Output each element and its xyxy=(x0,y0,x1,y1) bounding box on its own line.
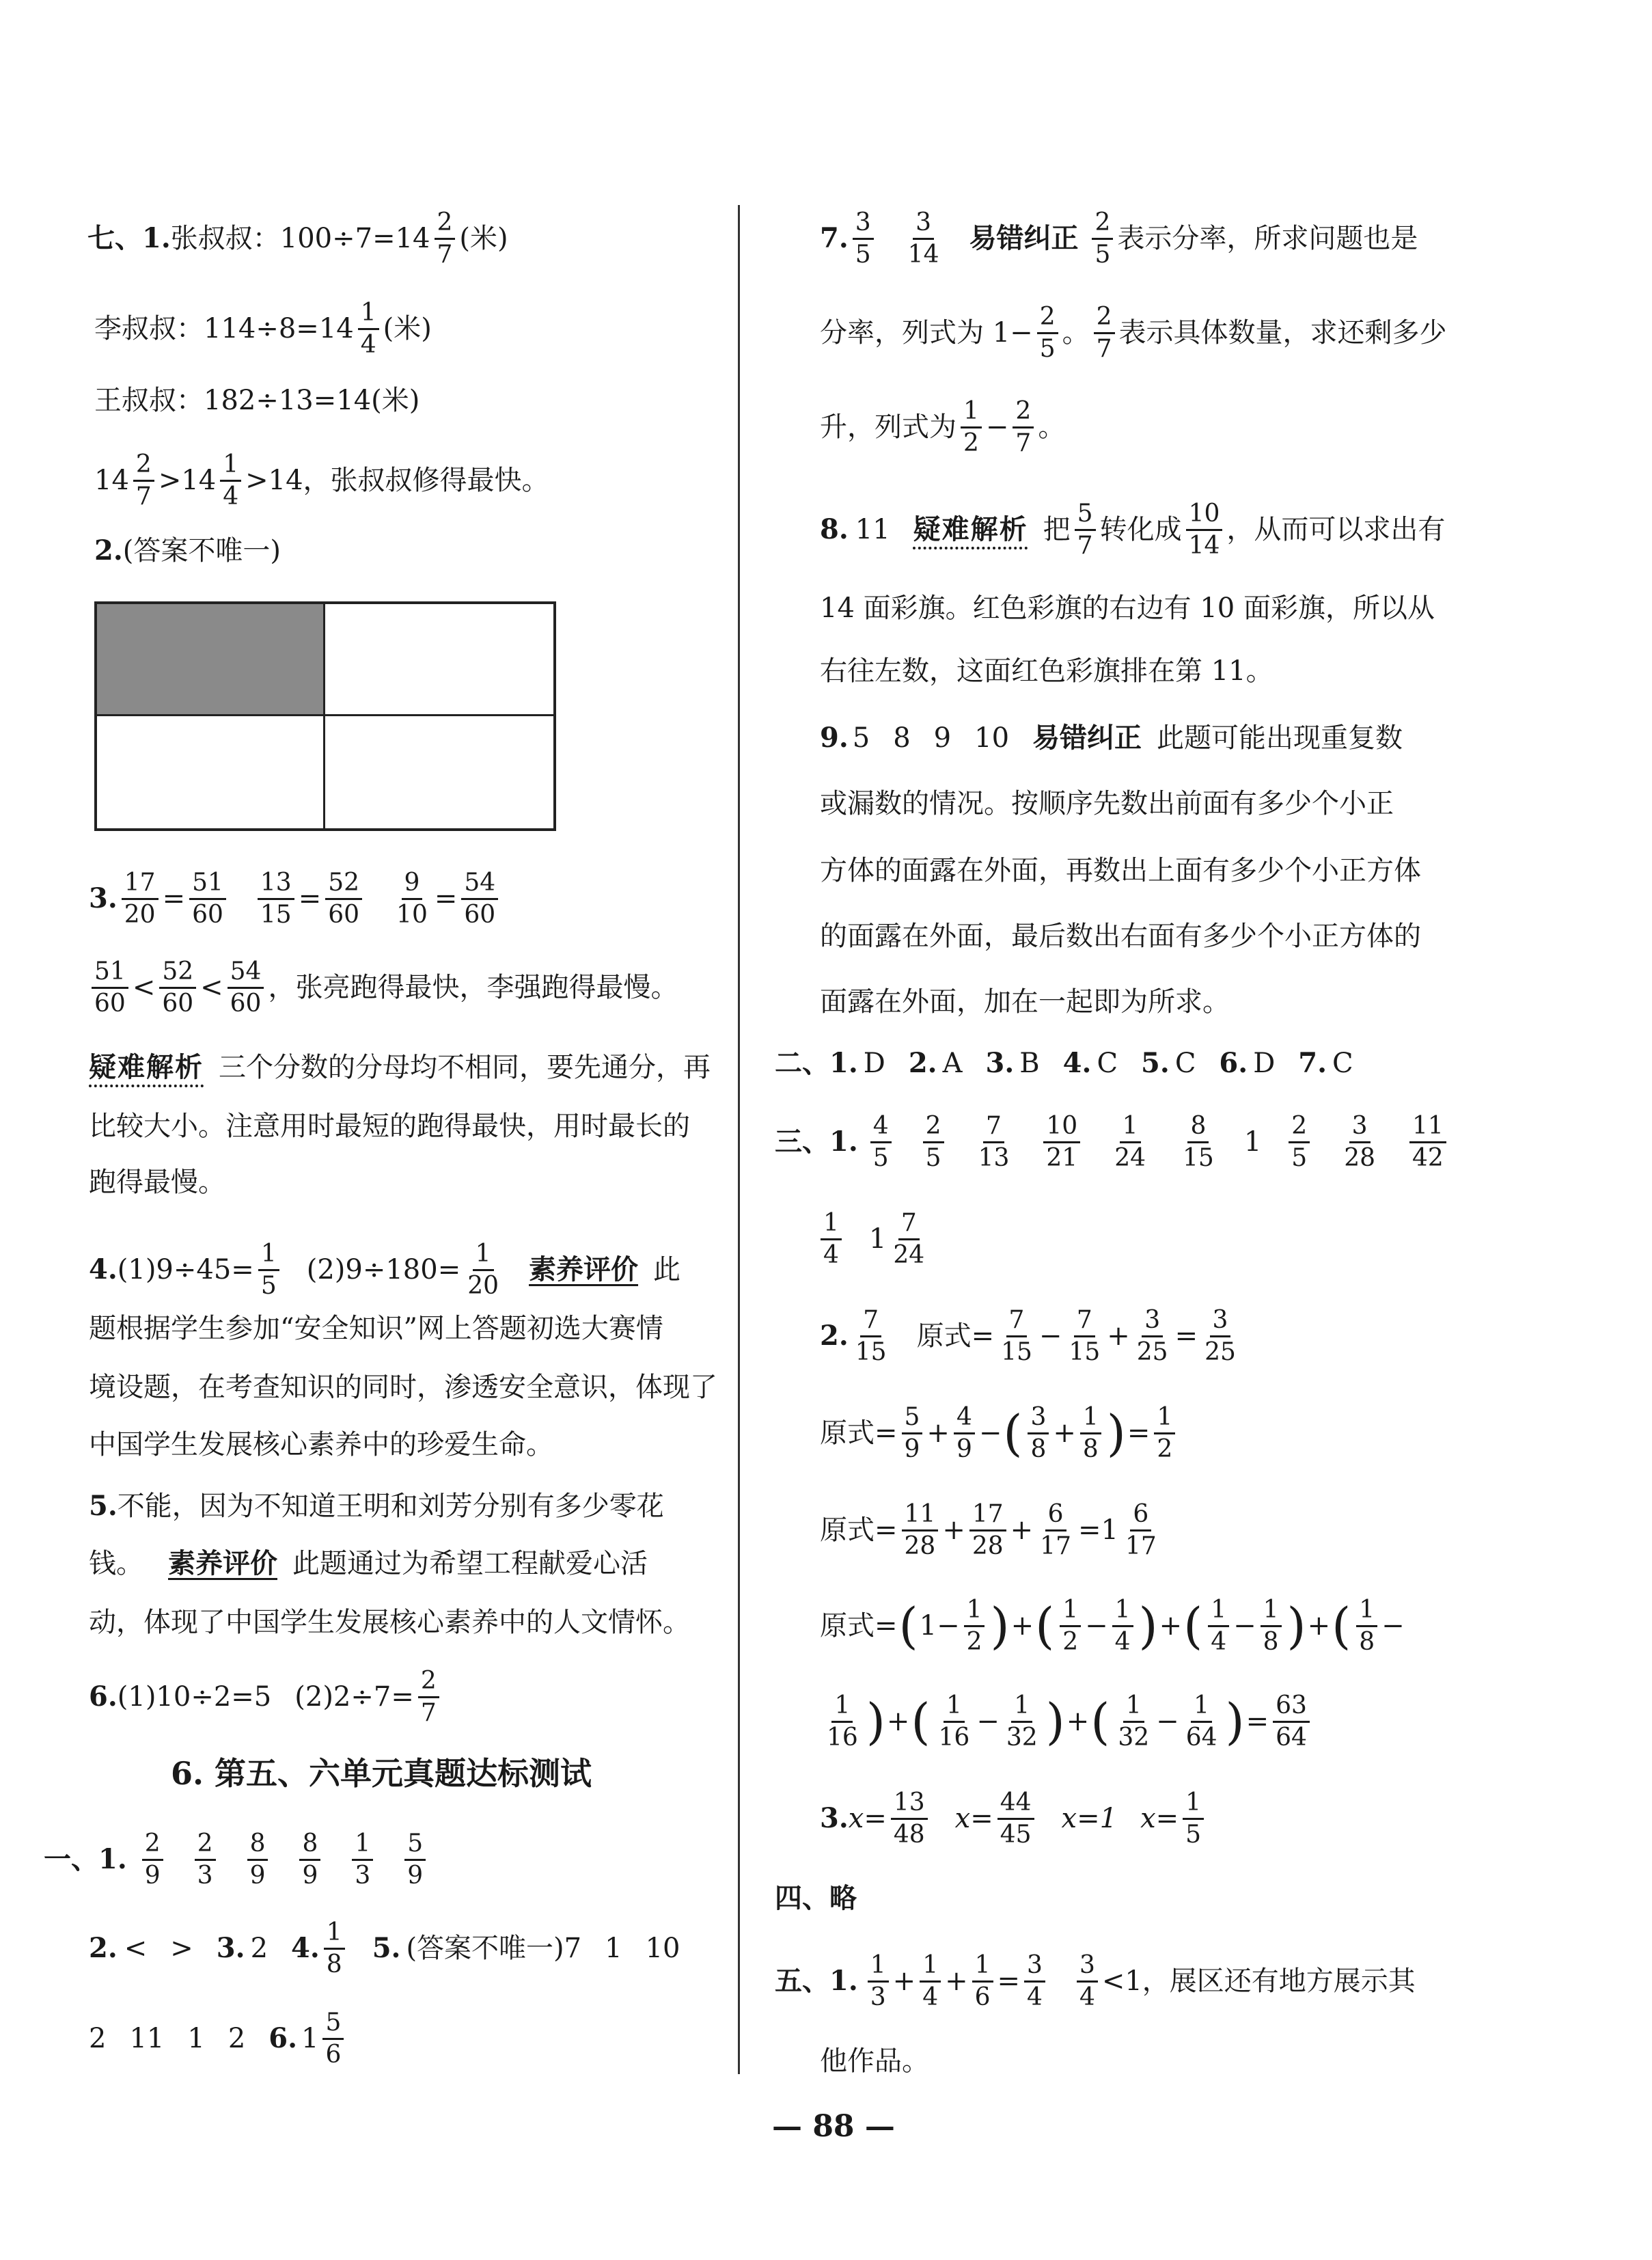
q5-text-1: 不能，因为不知道王明和刘芳分别有多少零花 xyxy=(117,1490,664,1522)
q6-part-1: (1)10÷2=5 xyxy=(117,1681,272,1713)
r9-value: 8 xyxy=(893,722,911,754)
q7-line-2 xyxy=(94,299,432,358)
r9-text-5: 面露在外面，加在一起即为所求。 xyxy=(820,986,1230,1018)
mixed-whole: 1 xyxy=(1101,1514,1118,1547)
fraction: 8 9 xyxy=(299,1830,320,1889)
fraction: 3 5 xyxy=(853,209,874,268)
r9-line-1 xyxy=(820,724,1403,752)
s2-item-label: 1. xyxy=(829,1047,858,1079)
fraction: 11 42 xyxy=(1409,1113,1446,1171)
r8-line-2 xyxy=(820,595,1435,622)
s3-q2-line-1: 2. 7 15 原式= $\frac{7}{15}$ − $\frac{7}{15}$ + $\frac{3}{25}$ = $\frac{3}{25}$ xyxy=(820,1307,1243,1365)
fraction: $\frac{1}{5}$ xyxy=(258,1240,279,1299)
q6-part-2: (2)2÷7= xyxy=(294,1681,414,1713)
fraction: $\frac{3}{25}$ xyxy=(1136,1306,1168,1366)
fraction: $\frac{1}{20}$ xyxy=(467,1240,499,1300)
empty-cell xyxy=(97,716,325,828)
q7-l2-text: 李叔叔：114÷8=14 xyxy=(94,313,354,345)
s2-item-label: 5. xyxy=(1141,1047,1170,1079)
q5-line-3 xyxy=(89,1609,690,1636)
fraction: 2 5 xyxy=(1092,209,1113,268)
s1-q5-value: (答案不唯一)7 xyxy=(406,1933,582,1965)
r7-line-3 xyxy=(820,398,1065,457)
r9-line-5 xyxy=(820,988,1230,1016)
s1-line-3 xyxy=(89,2009,348,2068)
q5-text-2b: 此题通过为希望工程献爱心活 xyxy=(292,1548,648,1579)
s3-q3-label: 3. xyxy=(820,1802,849,1835)
s1-q6-label: 6. xyxy=(269,2022,298,2055)
fraction: $\frac{5}{9}$ xyxy=(902,1404,923,1462)
s2-item-label: 4. xyxy=(1062,1047,1092,1079)
fraction: 1 4 xyxy=(821,1210,842,1268)
s2-line xyxy=(775,1047,1353,1079)
s3-q3-line xyxy=(820,1789,1208,1848)
fraction: $\frac{2}{5}$ xyxy=(1037,303,1058,362)
fraction: 3 8 xyxy=(1028,1404,1049,1462)
q7-l4-a: 14 xyxy=(94,465,129,497)
equals: = xyxy=(434,883,458,915)
q3-analysis-text-2: 比较大小。注意用时最短的跑得最快，用时最长的 xyxy=(89,1111,690,1142)
s3-line-2 xyxy=(816,1210,931,1268)
minus: − xyxy=(985,411,1009,444)
r8-text-2: 14 面彩旗。红色彩旗的右边有 10 面彩旗，所以从 xyxy=(820,593,1435,624)
error-correction-tag: 易错纠正 xyxy=(969,222,1079,255)
fraction: $\frac{7}{15}$ xyxy=(1001,1306,1032,1366)
q7-l1-unit: (米) xyxy=(459,223,508,255)
fraction: 2 7 xyxy=(1094,303,1115,362)
q3-conclusion: ，张亮跑得最快，李强跑得最慢。 xyxy=(268,972,678,1004)
fraction: 4 5 xyxy=(870,1113,892,1171)
fraction: 1 8 xyxy=(1356,1596,1377,1655)
expression-prefix: 原式= xyxy=(820,1610,898,1642)
s1-line-1 xyxy=(44,1830,430,1889)
fraction: 1 3 xyxy=(868,1952,889,2011)
s5-text-1: <1，展区还有地方展示其 xyxy=(1101,1965,1416,1998)
q7-line-1 xyxy=(87,209,508,268)
s5-label: 五、1. xyxy=(775,1965,858,1998)
x-equals: x= xyxy=(848,1803,887,1835)
shaded-cell xyxy=(97,604,325,716)
s5-line-2 xyxy=(820,2047,929,2075)
fraction: 2 7 xyxy=(435,209,456,268)
expression-prefix: 原式= xyxy=(820,1417,898,1449)
s3-mixed-whole: 1 xyxy=(868,1223,887,1255)
fraction: $\frac{1}{8}$ xyxy=(1080,1404,1101,1462)
fraction: 1 24 xyxy=(1114,1112,1146,1172)
q4-part-2: (2)9÷180= xyxy=(306,1254,461,1286)
s3-q2-line-5: 1 16 ) + ( 1 16 − $\frac{1}{32}$ ) + ( 1 32 − $\frac{1}{64}$ ) = $\frac{63}{64}$ xyxy=(820,1692,1314,1751)
r9-line-2 xyxy=(820,790,1394,817)
q4-line-4 xyxy=(89,1431,553,1458)
r9-text-4: 的面露在外面，最后数出右面有多少个小正方体的 xyxy=(820,921,1421,952)
s2-item-label: 2. xyxy=(908,1047,937,1079)
s1-q2-label: 2. xyxy=(89,1932,118,1965)
fraction: 1 8 xyxy=(324,1919,345,1978)
fraction: $\frac{13}{48}$ xyxy=(891,1789,928,1848)
s3-line-1 xyxy=(775,1113,1450,1171)
r9-value: 9 xyxy=(933,722,952,754)
s1-value: 1 xyxy=(187,2023,205,2055)
fraction: $\frac{2}{7}$ xyxy=(1013,398,1034,457)
fraction: $\frac{3}{25}$ xyxy=(1204,1306,1236,1366)
fraction: $\frac{11}{28}$ xyxy=(902,1501,939,1560)
q4-line-3 xyxy=(89,1374,717,1401)
fraction: $\frac{1}{4}$ xyxy=(1112,1596,1133,1655)
fraction: 1 2 xyxy=(961,398,982,457)
s2-label: 二、 xyxy=(775,1047,829,1079)
fraction: 3 4 xyxy=(1077,1952,1098,2011)
q4-text-3: 境设题，在考查知识的同时，渗透安全意识，体现了 xyxy=(89,1372,717,1403)
r7-line-2 xyxy=(820,303,1447,362)
s2-item-answer: A xyxy=(942,1048,963,1079)
r7-text-2b: 。 xyxy=(1062,317,1090,349)
s2-item-label: 7. xyxy=(1298,1047,1327,1079)
fraction: 2 3 xyxy=(195,1830,216,1889)
fraction: 2 9 xyxy=(142,1830,163,1889)
equals: = xyxy=(162,883,186,915)
q3-analysis-1 xyxy=(89,1051,711,1083)
q7-l2-unit: (米) xyxy=(383,313,432,345)
fraction: $\frac{2}{7}$ xyxy=(418,1667,439,1726)
s2-item-answer: D xyxy=(863,1048,885,1079)
r7-text-1: 表示分率，所求问题也是 xyxy=(1117,223,1418,255)
s1-q6-whole: 1 xyxy=(301,2023,319,2055)
q5-text-2a: 钱。 xyxy=(89,1548,143,1579)
r7-line-1 xyxy=(820,209,1418,268)
fraction: $\frac{1}{32}$ xyxy=(1006,1691,1038,1752)
q4-line-1 xyxy=(89,1240,680,1299)
q3-label: 3. xyxy=(89,882,118,915)
fraction: $\frac{54}{60}$ xyxy=(461,869,498,928)
s2-item-label: 3. xyxy=(985,1047,1015,1079)
s2-item-answer: D xyxy=(1253,1048,1276,1079)
expression-prefix: 原式= xyxy=(820,1514,898,1547)
fraction: $\frac{9}{10}$ xyxy=(396,869,428,929)
fraction: 1 4 xyxy=(220,451,241,510)
q4-text-2: 题根据学生参加“安全知识”网上答题初选大赛情 xyxy=(89,1313,663,1344)
r8-label: 8. xyxy=(820,513,849,546)
q3-analysis-text-1: 三个分数的分母均不相同，要先通分，再 xyxy=(219,1052,711,1083)
r9-text-1: 此题可能出现重复数 xyxy=(1157,722,1403,754)
fraction: 7 15 xyxy=(855,1306,887,1366)
fraction: $\frac{1}{6}$ xyxy=(972,1952,993,2011)
fraction: 1 3 xyxy=(352,1830,373,1889)
r7-text-2a: 分率，列式为 1− xyxy=(820,317,1033,349)
s3-q2-line-2: 原式= $\frac{5}{9}$ + $\frac{4}{9}$ − ( 3 8 + $\frac{1}{8}$ ) = $\frac{1}{2}$ xyxy=(820,1404,1179,1462)
q2-text: (答案不唯一) xyxy=(122,535,281,567)
q5-label: 5. xyxy=(89,1490,118,1522)
s4-text: 略 xyxy=(829,1882,857,1914)
r9-line-4 xyxy=(820,923,1421,950)
s3-q2-line-3: 原式= $\frac{11}{28}$ + $\frac{17}{28}$ + $\frac{6}{17}$ = 1 6 17 xyxy=(820,1501,1164,1560)
fraction: 54 60 xyxy=(228,958,264,1017)
s1-q2-b: > xyxy=(170,1933,193,1965)
fraction: 1 16 xyxy=(827,1691,858,1752)
q4-part-1: (1)9÷45= xyxy=(117,1254,254,1286)
s1-q5-value-2: 1 xyxy=(605,1933,622,1965)
x-equals: x= xyxy=(954,1803,993,1835)
s1-value: 2 xyxy=(89,2023,107,2055)
fraction: $\frac{3}{4}$ xyxy=(1024,1952,1045,2011)
q3-analysis-text-3: 跑得最慢。 xyxy=(89,1167,225,1198)
q7-line-4 xyxy=(94,451,549,510)
s1-q3-label: 3. xyxy=(216,1932,245,1965)
r8-text-1a: 把 xyxy=(1043,514,1071,546)
q4-label: 4. xyxy=(89,1253,118,1286)
empty-cell xyxy=(325,604,553,716)
s1-value: 11 xyxy=(129,2023,165,2055)
fraction: 2 5 xyxy=(1289,1113,1310,1171)
q7-label: 七、1. xyxy=(87,222,171,255)
fraction: $\frac{1}{2}$ xyxy=(1154,1404,1175,1462)
q7-l3-text: 王叔叔：182÷13=14(米) xyxy=(94,385,420,416)
s2-item-answer: C xyxy=(1097,1048,1118,1079)
fraction: $\frac{17}{28}$ xyxy=(969,1501,1006,1560)
q3-analysis-2 xyxy=(89,1113,690,1140)
literacy-evaluation-tag: 素养评价 xyxy=(529,1253,639,1286)
r8-line-1 xyxy=(820,500,1445,559)
s4-line xyxy=(775,1882,857,1914)
fraction: $\frac{1}{8}$ xyxy=(1261,1596,1282,1655)
s2-item-answer: B xyxy=(1019,1048,1040,1079)
q5-line-1 xyxy=(89,1490,664,1522)
s1-q5-value-3: 10 xyxy=(645,1933,680,1965)
s1-line-2 xyxy=(89,1919,680,1978)
q7-line-3 xyxy=(94,387,419,414)
s1-value: 2 xyxy=(228,2023,246,2055)
fraction: $\frac{7}{15}$ xyxy=(1069,1306,1101,1366)
fraction: 8 15 xyxy=(1183,1112,1214,1172)
q4-text-4: 中国学生发展核心素养中的珍爱生命。 xyxy=(89,1429,553,1460)
error-correction-tag: 易错纠正 xyxy=(1032,722,1142,754)
section-title: 6. 第五、六单元真题达标测试 xyxy=(171,1755,592,1792)
fraction: 1 16 xyxy=(938,1691,970,1752)
q7-l4-c: >14，张叔叔修得最快。 xyxy=(245,465,549,497)
fraction: $\frac{63}{64}$ xyxy=(1273,1692,1310,1751)
less-than: < xyxy=(200,972,223,1004)
s2-item-answer: C xyxy=(1174,1048,1196,1079)
r7-label: 7. xyxy=(820,222,849,255)
r9-text-2: 或漏数的情况。按顺序先数出前面有多少个小正 xyxy=(820,788,1394,819)
x-equals-one: x=1 xyxy=(1061,1803,1118,1835)
q3-analysis-3 xyxy=(89,1169,225,1196)
fraction: 2 7 xyxy=(133,451,154,510)
r9-value: 5 xyxy=(852,722,870,754)
q7-l4-b: >14 xyxy=(158,465,217,497)
fraction: 3 28 xyxy=(1344,1112,1375,1172)
fraction: 3 14 xyxy=(907,208,939,269)
fraction: $\frac{6}{17}$ xyxy=(1040,1500,1071,1560)
q6-line xyxy=(89,1667,443,1726)
s1-q5-label: 5. xyxy=(372,1932,401,1965)
fraction: $\frac{51}{60}$ xyxy=(189,869,226,928)
r8-line-3 xyxy=(820,657,1274,685)
s1-q4-label: 4. xyxy=(291,1932,320,1965)
r7-text-2c: 表示具体数量，求还剩多少 xyxy=(1118,317,1447,349)
q4-text-1: 此 xyxy=(653,1254,681,1286)
r9-line-3 xyxy=(820,857,1421,884)
fraction: $\frac{1}{5}$ xyxy=(1183,1789,1204,1848)
q2-label: 2. xyxy=(94,534,123,567)
fraction: 7 13 xyxy=(978,1112,1010,1172)
fraction: $\frac{1}{2}$ xyxy=(964,1596,985,1655)
difficult-analysis-tag: 疑难解析 xyxy=(913,513,1028,546)
s3-one: 1 xyxy=(1243,1126,1262,1158)
fraction: $\frac{4}{9}$ xyxy=(954,1404,975,1462)
r9-value: 10 xyxy=(974,722,1010,754)
r9-text-3: 方体的面露在外面，再数出上面有多少个小正方体 xyxy=(820,855,1421,886)
shaded-rectangle-diagram xyxy=(94,601,556,831)
q7-l1-text: 张叔叔：100÷7=14 xyxy=(170,223,430,255)
q5-text-3: 动，体现了中国学生发展核心素养中的人文情怀。 xyxy=(89,1607,690,1638)
s3-q2-line-4: 原式= ( 1 − $\frac{1}{2}$ ) + ( 1 2 − $\frac{1}{4}$ ) + ( 1 4 − $\frac{1}{8}$ ) + ( 1 8 − xyxy=(820,1596,1405,1656)
r9-label: 9. xyxy=(820,722,849,754)
fraction: 2 5 xyxy=(923,1113,944,1171)
fraction: $\frac{13}{15}$ xyxy=(258,869,294,928)
r8-text-3: 右往左数，这面红色彩旗排在第 11。 xyxy=(820,655,1274,687)
empty-cell xyxy=(325,716,553,828)
s2-item-label: 6. xyxy=(1219,1047,1248,1079)
r8-value: 11 xyxy=(855,514,890,546)
r7-text-3a: 升，列式为 xyxy=(820,411,956,444)
fraction: 1 2 xyxy=(1060,1596,1081,1655)
column-divider xyxy=(738,205,740,2074)
fraction: 1 4 xyxy=(358,299,379,358)
fraction: 10 14 xyxy=(1186,500,1223,559)
s3-q2-label: 2. xyxy=(820,1320,849,1352)
s4-label: 四、 xyxy=(775,1882,829,1914)
q5-line-2 xyxy=(89,1547,648,1579)
fraction: 6 17 xyxy=(1125,1500,1157,1560)
fraction: $\frac{1}{4}$ xyxy=(920,1952,941,2011)
equals: = xyxy=(298,883,322,915)
page-number: — 88 — xyxy=(772,2109,895,2144)
fraction: 52 60 xyxy=(159,958,196,1017)
fraction: $\frac{44}{45}$ xyxy=(997,1789,1034,1848)
fraction: $\frac{52}{60}$ xyxy=(325,869,362,928)
s1-q3-value: 2 xyxy=(250,1933,269,1965)
s3-label: 三、1. xyxy=(775,1126,858,1158)
q4-line-2 xyxy=(89,1315,663,1342)
x-equals: x= xyxy=(1140,1803,1179,1835)
fraction: 8 9 xyxy=(247,1830,269,1889)
q3-line-2 xyxy=(87,958,678,1017)
fraction: 7 24 xyxy=(893,1209,925,1269)
less-than: < xyxy=(132,972,156,1004)
fraction: 10 21 xyxy=(1043,1113,1080,1171)
q2-line xyxy=(94,534,281,567)
literacy-evaluation-tag: 素养评价 xyxy=(168,1547,277,1579)
fraction: 1 4 xyxy=(1208,1596,1229,1655)
r8-text-1b: 转化成 xyxy=(1099,514,1182,546)
fraction: 5 9 xyxy=(404,1830,426,1889)
fraction: 5 6 xyxy=(322,2009,344,2068)
fraction: $\frac{17}{20}$ xyxy=(122,869,159,928)
fraction: 5 7 xyxy=(1075,500,1096,559)
q6-label: 6. xyxy=(89,1680,118,1713)
expression-prefix: 原式= xyxy=(916,1320,995,1352)
fraction: $\frac{1}{64}$ xyxy=(1185,1691,1217,1752)
fraction: 1 32 xyxy=(1118,1691,1150,1752)
s5-text-2: 他作品。 xyxy=(820,2045,929,2077)
r8-text-1c: ，从而可以求出有 xyxy=(1226,514,1446,546)
s5-line-1: 五、1. 1 3 + $\frac{1}{4}$ + $\frac{1}{6}$ = $\frac{3}{4}$ 3 4 <1，展区还有地方展示其 xyxy=(775,1951,1416,2011)
s2-item-answer: C xyxy=(1332,1048,1353,1079)
r7-text-3b: 。 xyxy=(1038,411,1066,444)
fraction: 51 60 xyxy=(92,958,128,1017)
difficult-analysis-tag: 疑难解析 xyxy=(89,1051,204,1083)
s1-q2-a: < xyxy=(124,1933,148,1965)
s1-label: 一、1. xyxy=(44,1843,127,1876)
q3-line-1 xyxy=(89,869,502,928)
